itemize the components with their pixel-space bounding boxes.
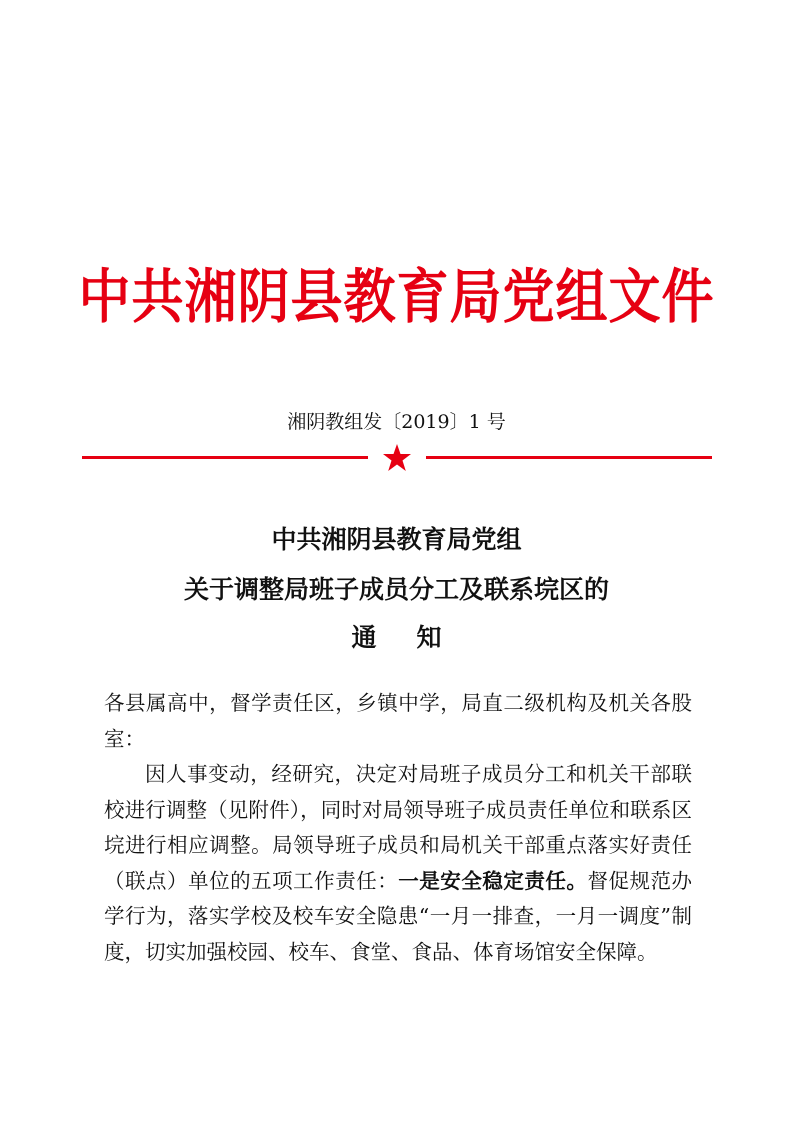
star-icon [382,444,412,472]
notice-title-line2: 关于调整局班子成员分工及联系垸区的 [183,575,609,604]
divider-line-left [82,456,368,459]
salutation: 各县属高中，督学责任区，乡镇中学，局直二级机构及机关各股室： [104,691,692,751]
body-paragraph [104,757,692,970]
divider-line-right [426,456,712,459]
red-divider [82,446,712,472]
star-shape [383,444,411,471]
paragraph-start: 因人事变动，经研究，决定对局班子成员分工和机关干部联校进行调整（见附件），同时对局领导班子成员责任单位和联系区垸进行相应调整。局领导班子成员和局机关干部重点落实好责任（联点）单位的五项工作责任： [104,762,692,893]
notice-title-line3: 通知 [351,623,482,652]
bold-phrase: 一是安全稳定责任。 [398,868,588,893]
masthead-title: 中共湘阴县教育局党组文件 [78,264,715,332]
paragraph-end: 督促规范办学行为，落实学校及校车安全隐患“一月一排查，一月一调度”制度，切实加强校园、校车、食堂、食品、体育场馆安全保障。 [104,868,693,964]
document-number: 湘阴教组发〔2019〕1 号 [287,411,506,433]
notice-title-line1: 中共湘阴县教育局党组 [271,525,522,554]
